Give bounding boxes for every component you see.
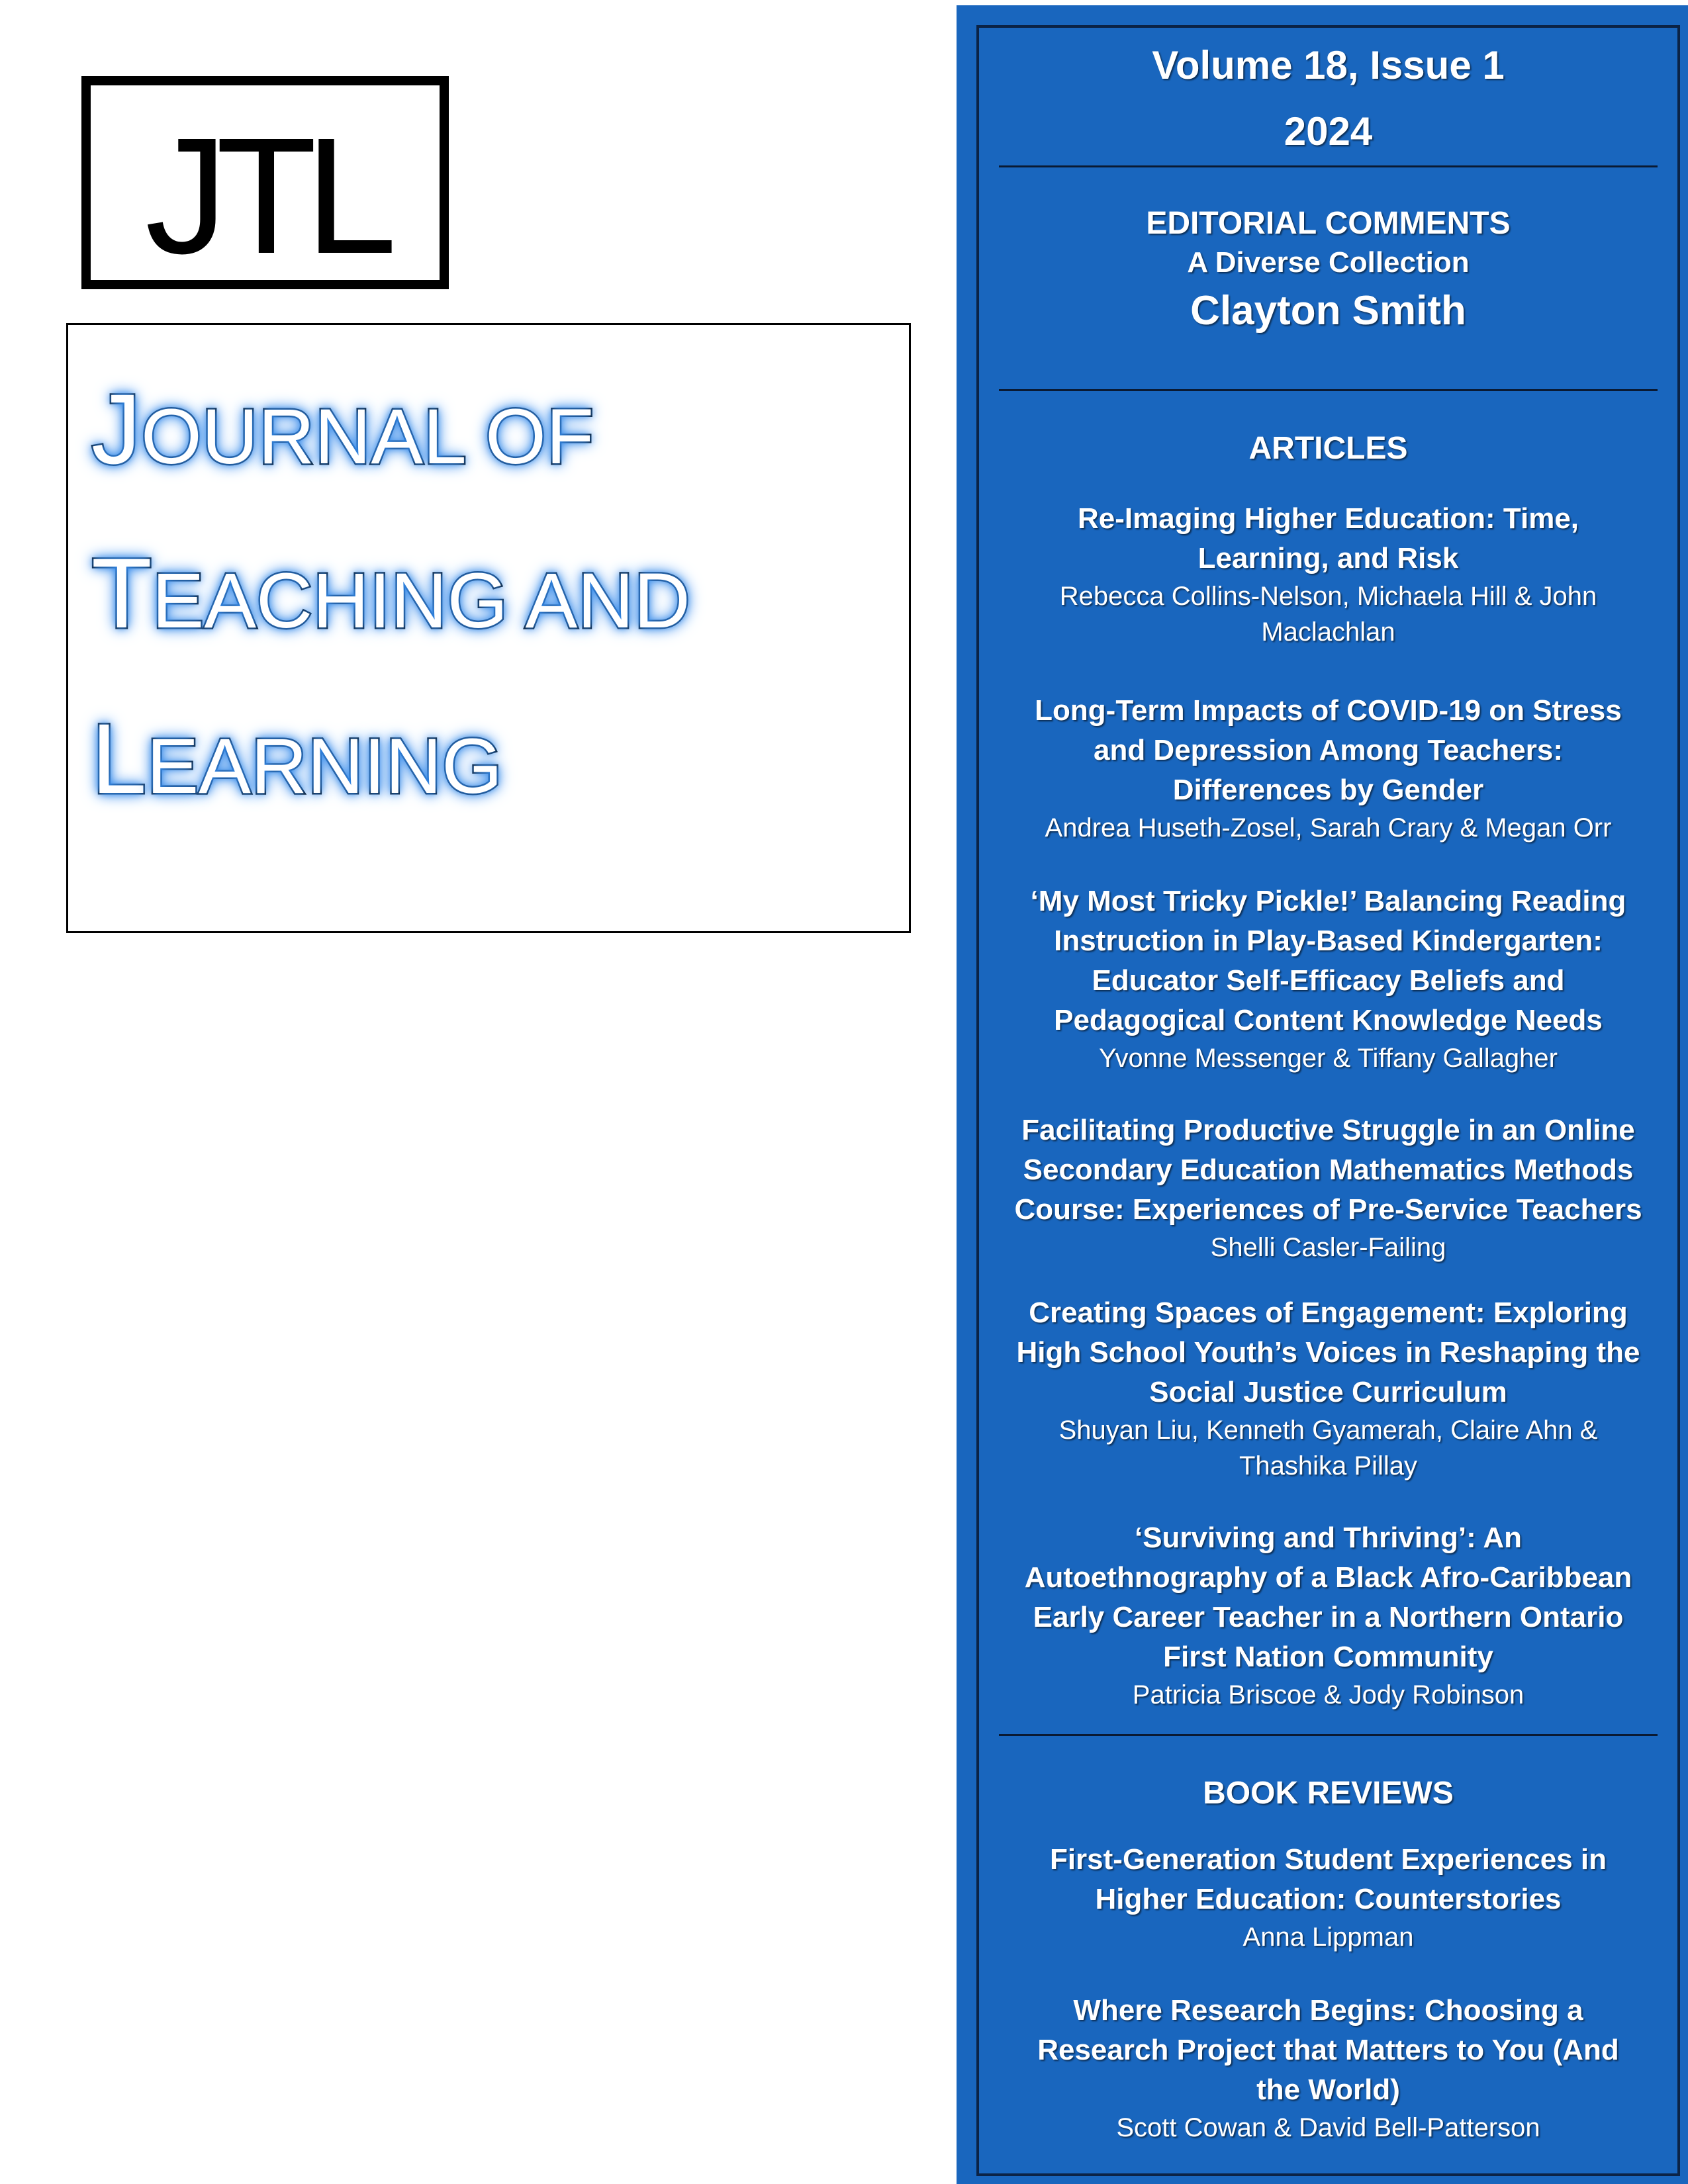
- article-title-line: Secondary Education Mathematics Methods: [1023, 1154, 1634, 1186]
- article-title-line: First Nation Community: [1163, 1641, 1493, 1673]
- article-title-line: Re-Imaging Higher Education: Time,: [1077, 502, 1579, 535]
- article-title-line: and Depression Among Teachers:: [1093, 734, 1564, 766]
- article-entry: [986, 1293, 1671, 1484]
- issue-year: 2024: [1284, 109, 1373, 154]
- article-authors-line: Thashika Pillay: [1239, 1451, 1417, 1480]
- book-review-title-line: Where Research Begins: Choosing a: [1073, 1994, 1583, 2026]
- divider: [999, 389, 1658, 391]
- article-authors-line: Andrea Huseth-Zosel, Sarah Crary & Megan Orr: [1045, 813, 1612, 842]
- editorial-subtitle: A Diverse Collection: [1187, 246, 1470, 279]
- article-entry: [986, 882, 1671, 1076]
- editorial-author: Clayton Smith: [1190, 288, 1466, 334]
- journal-title-line-2: [91, 537, 690, 649]
- article-title-line: Course: Experiences of Pre-Service Teachers: [1014, 1193, 1642, 1226]
- article-title-line: Creating Spaces of Engagement: Exploring: [1029, 1297, 1628, 1329]
- article-title-line: Autoethnography of a Black Afro-Caribbean: [1024, 1561, 1632, 1594]
- journal-title-line-1: [91, 373, 594, 484]
- book-review-title-line: First-Generation Student Experiences in: [1049, 1843, 1607, 1876]
- divider: [999, 165, 1658, 167]
- article-title-line: Long-Term Impacts of COVID-19 on Stress: [1035, 694, 1622, 727]
- journal-title-line-3: [91, 703, 503, 814]
- journal-title-box: [66, 323, 911, 933]
- article-authors-line: Rebecca Collins-Nelson, Michaela Hill & John: [1059, 582, 1597, 611]
- article-title-line: Instruction in Play-Based Kindergarten:: [1054, 925, 1603, 957]
- book-review-authors-line: Scott Cowan & David Bell-Patterson: [1116, 2113, 1540, 2142]
- article-title-line: Social Justice Curriculum: [1149, 1376, 1507, 1408]
- article-entry: [986, 499, 1671, 650]
- title-initial: T: [91, 537, 152, 649]
- article-title-line: ‘My Most Tricky Pickle!’ Balancing Reading: [1030, 885, 1626, 917]
- article-title-line: ‘Surviving and Thriving’: An: [1134, 1522, 1523, 1554]
- book-review-authors-line: Anna Lippman: [1243, 1923, 1414, 1952]
- title-initial: L: [91, 703, 147, 814]
- article-title-line: Pedagogical Content Knowledge Needs: [1054, 1004, 1603, 1036]
- editorial-heading: EDITORIAL COMMENTS: [1146, 206, 1511, 241]
- book-review-entry: [986, 1991, 1671, 2146]
- articles-heading: ARTICLES: [1248, 431, 1408, 466]
- divider: [999, 1734, 1658, 1736]
- title-rest: EARNING: [146, 723, 503, 810]
- title-rest: EACHING AND: [152, 557, 690, 645]
- article-entry: [986, 1518, 1671, 1713]
- article-authors-line: Maclachlan: [1261, 617, 1395, 647]
- contents-panel: [957, 5, 1688, 2184]
- logo-text: JTL: [145, 103, 385, 288]
- book-review-title-line: Research Project that Matters to You (And: [1037, 2034, 1619, 2066]
- title-initial: J: [91, 373, 141, 484]
- book-reviews-heading: BOOK REVIEWS: [1203, 1776, 1454, 1811]
- journal-logo: [81, 76, 449, 289]
- article-authors-line: Shelli Casler-Failing: [1210, 1233, 1446, 1262]
- article-authors-line: Shuyan Liu, Kenneth Gyamerah, Claire Ahn &: [1058, 1416, 1598, 1445]
- article-authors-line: Yvonne Messenger & Tiffany Gallagher: [1098, 1044, 1558, 1073]
- book-review-entry: [986, 1840, 1671, 1955]
- article-title-line: Early Career Teacher in a Northern Ontario: [1033, 1601, 1624, 1633]
- book-review-title-line: the World): [1256, 2073, 1400, 2106]
- article-title-line: Differences by Gender: [1172, 774, 1484, 806]
- title-rest: OURNAL OF: [141, 393, 594, 480]
- article-title-line: Learning, and Risk: [1197, 542, 1459, 574]
- article-title-line: Facilitating Productive Struggle in an Online: [1021, 1114, 1635, 1146]
- contents-panel-frame: [976, 25, 1680, 2176]
- article-entry: [986, 691, 1671, 846]
- article-entry: [986, 1111, 1671, 1265]
- article-title-line: Educator Self-Efficacy Beliefs and: [1092, 964, 1565, 997]
- issue-volume: Volume 18, Issue 1: [1152, 43, 1505, 87]
- book-review-title-line: Higher Education: Counterstories: [1095, 1883, 1562, 1915]
- article-title-line: High School Youth’s Voices in Reshaping the: [1016, 1336, 1640, 1369]
- article-authors-line: Patricia Briscoe & Jody Robinson: [1132, 1680, 1524, 1709]
